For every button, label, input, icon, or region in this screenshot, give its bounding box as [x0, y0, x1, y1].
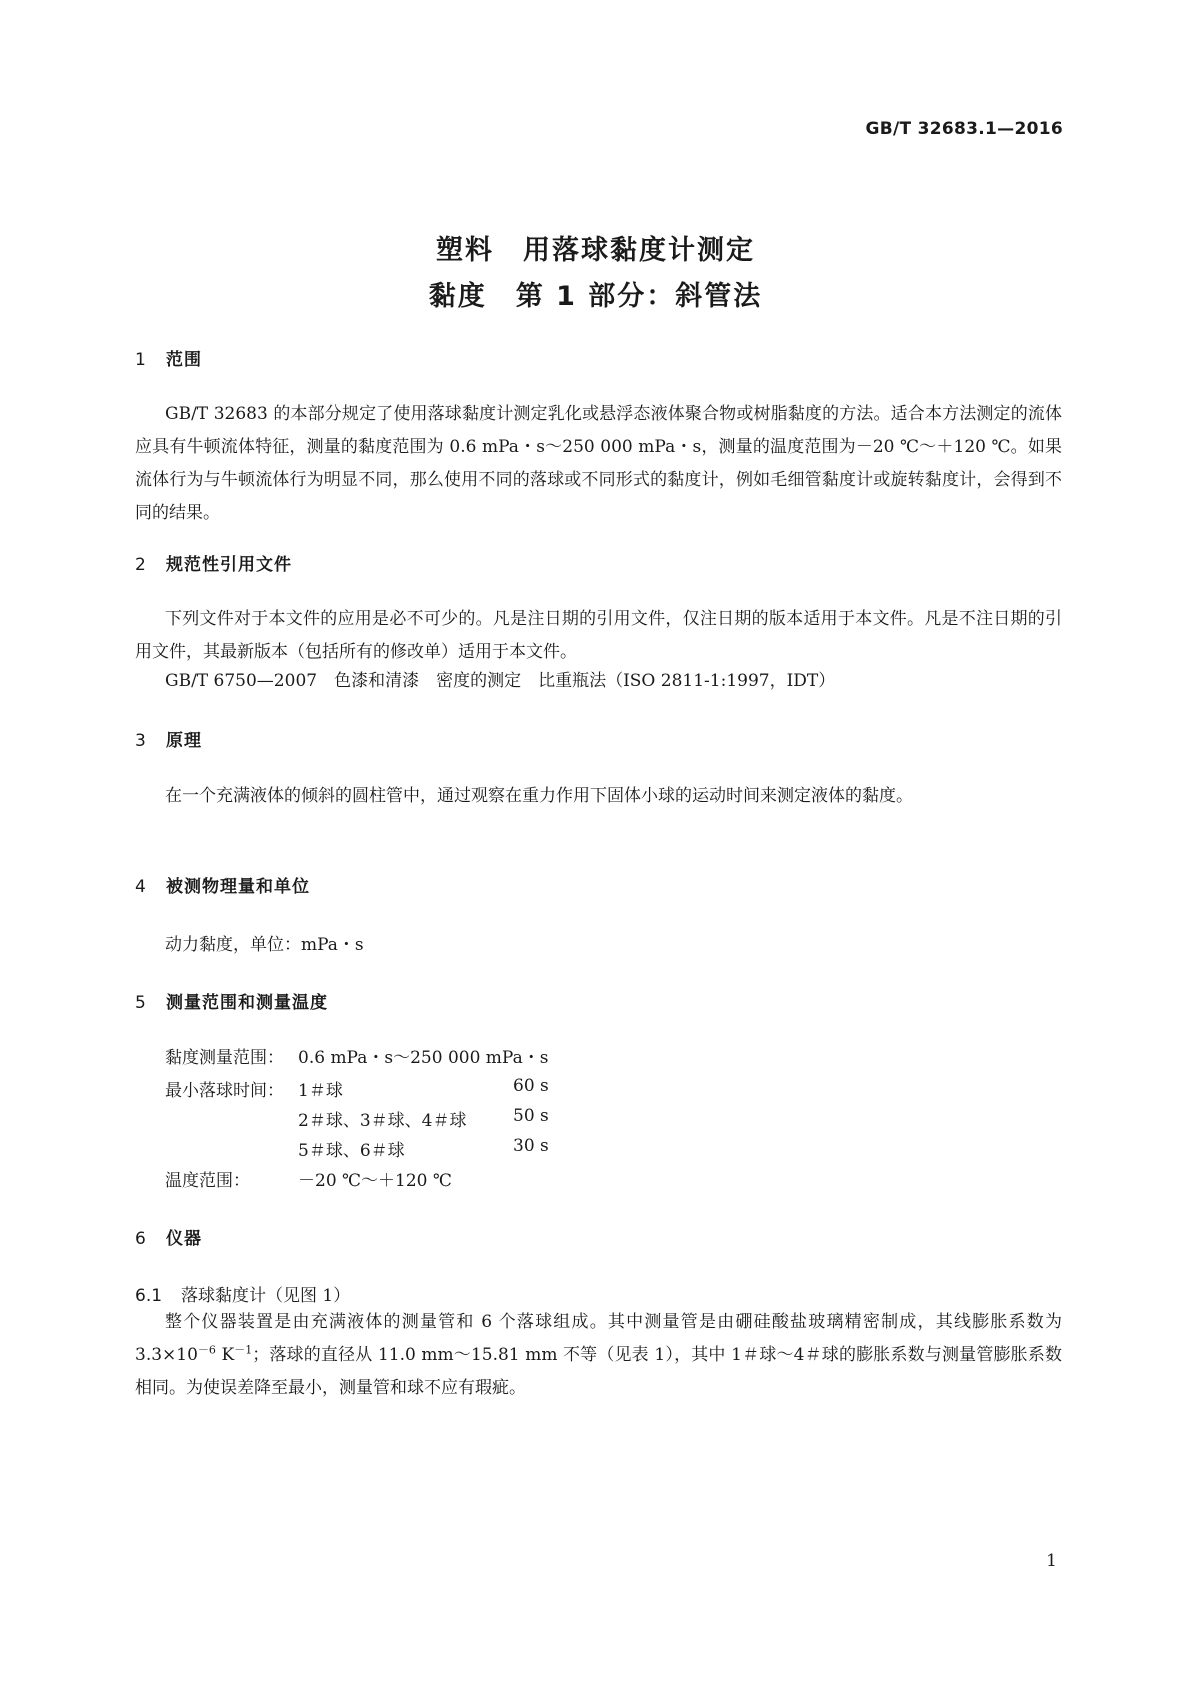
section-2-paragraph: 下列文件对于本文件的应用是必不可少的。凡是注日期的引用文件，仅注日期的版本适用于本文件。凡是不注日期的引用文件，其最新版本（包括所有的修改单）适用于本文件。 — [135, 609, 1062, 662]
section-4-heading — [135, 872, 310, 897]
section-5-heading — [135, 988, 328, 1013]
temperature-range-label: 温度范围： — [165, 1171, 250, 1191]
viscosity-range-label: 黏度测量范围： — [165, 1048, 284, 1068]
subsection-number: 6.1 — [135, 1286, 163, 1306]
section-title: 被测物理量和单位 — [166, 877, 310, 897]
paragraph-text-a: 整个仪器装置是由充满液体的测量管和 6 个落球组成。其中测量管是由硼硅酸盐玻璃精密制成，其线膨胀系数为 3.3×10 — [135, 1312, 1062, 1365]
exponent: －6 — [197, 1343, 216, 1357]
paragraph-text-b: K — [215, 1345, 235, 1365]
section-2-heading — [135, 550, 292, 575]
section-4-text: 动力黏度，单位：mPa・s — [165, 935, 364, 955]
viscosity-range-value: 0.6 mPa・s～250 000 mPa・s — [298, 1048, 549, 1068]
temperature-range-value: －20 ℃～＋120 ℃ — [298, 1171, 452, 1191]
section-number: 4 — [135, 877, 147, 897]
min-fall-time-label: 最小落球时间： — [165, 1081, 284, 1101]
section-1-paragraph: GB/T 32683 的本部分规定了使用落球黏度计测定乳化或悬浮态液体聚合物或树脂黏度的方法。适合本方法测定的流体应具有牛顿流体特征，测量的黏度范围为 0.6 mPa・s～250 000 mPa・s，测量的温度范围为－20 ℃～＋120 ℃。如果流体行为与牛顿流体行为明显不同，那么使用不同的落球或不同形式的黏度计，例如毛细管黏度计或旋转黏度计，会得到不同的结果。 — [135, 404, 1062, 523]
section-3-heading — [135, 726, 202, 751]
subsection-6-1-heading — [135, 1281, 350, 1306]
ball-name: 2＃球、3＃球、4＃球 — [298, 1111, 467, 1131]
section-number: 2 — [135, 555, 147, 575]
subsection-title: 落球黏度计（见图 1） — [181, 1286, 351, 1306]
document-title-line-2: 黏度 第 1 部分：斜管法 — [428, 281, 763, 312]
section-3-paragraph: 在一个充满液体的倾斜的圆柱管中，通过观察在重力作用下固体小球的运动时间来测定液体的黏度。 — [165, 786, 913, 806]
section-6-heading — [135, 1224, 202, 1249]
paragraph-text-c: ；落球的直径从 11.0 mm～15.81 mm 不等（见表 1），其中 1＃球～4＃球的膨胀系数与测量管膨胀系数相同。为使误差降至最小，测量管和球不应有瑕疵。 — [135, 1345, 1062, 1398]
section-title: 规范性引用文件 — [166, 555, 292, 575]
section-number: 1 — [135, 350, 147, 370]
section-title: 原理 — [166, 731, 202, 751]
section-number: 3 — [135, 731, 147, 751]
section-number: 6 — [135, 1229, 147, 1249]
ball-name: 1＃球 — [298, 1081, 343, 1101]
section-6-1-paragraph — [135, 1306, 1062, 1405]
section-title: 测量范围和测量温度 — [166, 993, 328, 1013]
section-title: 仪器 — [166, 1229, 202, 1249]
ball-time: 30 s — [513, 1136, 549, 1156]
standard-code: GB/T 32683.1—2016 — [865, 119, 1063, 139]
ball-time: 50 s — [513, 1106, 549, 1126]
ball-name: 5＃球、6＃球 — [298, 1141, 405, 1161]
exponent: －1 — [234, 1343, 253, 1357]
document-title-line-1: 塑料 用落球黏度计测定 — [436, 235, 755, 266]
section-number: 5 — [135, 993, 147, 1013]
section-1-heading — [135, 345, 202, 370]
page-number: 1 — [1046, 1551, 1057, 1571]
section-title: 范围 — [166, 350, 202, 370]
ball-time: 60 s — [513, 1076, 549, 1096]
normative-reference: GB/T 6750—2007 色漆和清漆 密度的测定 比重瓶法（ISO 2811-1:1997，IDT） — [165, 671, 836, 691]
